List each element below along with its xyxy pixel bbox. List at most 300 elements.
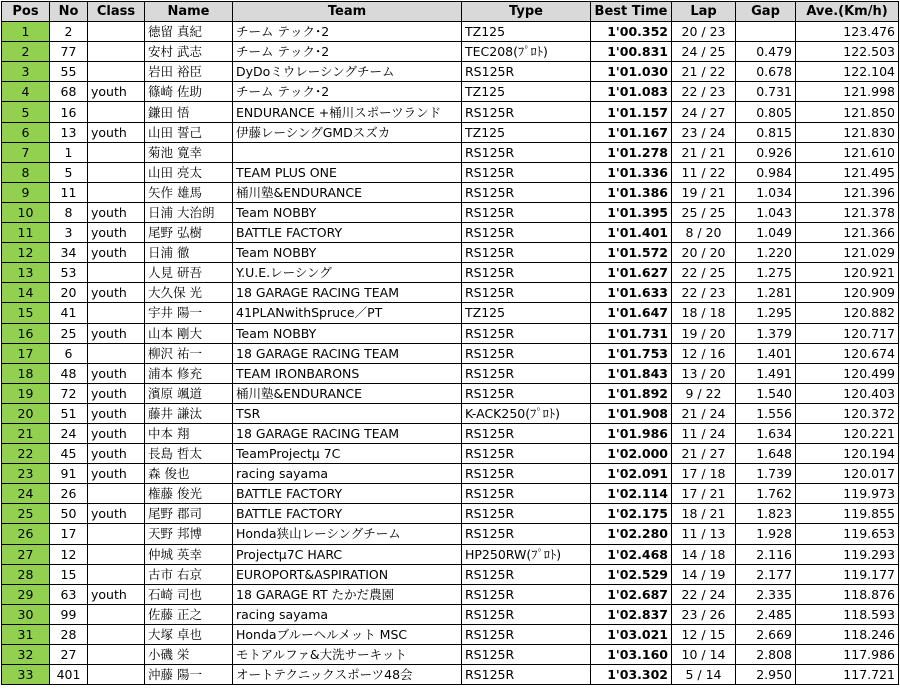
table-row [2, 403, 899, 423]
gap-cell: 1.379 [736, 323, 796, 343]
average-speed-cell: 121.029 [796, 243, 899, 263]
best-time-cell: 1'02.175 [591, 504, 672, 524]
machine-type-cell: RS125R [462, 182, 591, 202]
lap-cell: 23 / 26 [672, 604, 736, 624]
machine-type-cell: RS125R [462, 202, 591, 222]
team-cell: 18 GARAGE RACING TEAM [233, 283, 462, 303]
number-cell: 72 [50, 383, 88, 403]
machine-type-cell: RS125R [462, 142, 591, 162]
average-speed-cell: 120.909 [796, 283, 899, 303]
best-time-cell: 1'02.468 [591, 544, 672, 564]
header-average: Ave.(Km/h) [796, 2, 899, 22]
average-speed-cell: 119.177 [796, 564, 899, 584]
machine-type-cell: TZ125 [462, 122, 591, 142]
average-speed-cell: 121.998 [796, 82, 899, 102]
gap-cell: 2.177 [736, 564, 796, 584]
pos-cell: 22 [2, 444, 50, 464]
number-cell: 26 [50, 484, 88, 504]
table-row [2, 363, 899, 383]
pos-cell: 11 [2, 223, 50, 243]
rider-name-cell: 柳沢 祐一 [145, 343, 233, 363]
class-cell [88, 343, 145, 363]
average-speed-cell: 120.717 [796, 323, 899, 343]
number-cell: 91 [50, 464, 88, 484]
machine-type-cell: TEC208(ﾌﾟﾛﾄ) [462, 42, 591, 62]
best-time-cell: 1'01.157 [591, 102, 672, 122]
rider-name-cell: 浦本 修充 [145, 363, 233, 383]
rider-name-cell: 日浦 大治朗 [145, 202, 233, 222]
team-cell: モトアルファ&大洗サーキット [233, 645, 462, 665]
class-cell: youth [88, 363, 145, 383]
machine-type-cell: RS125R [462, 102, 591, 122]
class-cell: youth [88, 202, 145, 222]
average-speed-cell: 117.986 [796, 645, 899, 665]
average-speed-cell: 122.503 [796, 42, 899, 62]
machine-type-cell: RS125R [462, 323, 591, 343]
class-cell: youth [88, 584, 145, 604]
number-cell: 50 [50, 504, 88, 524]
lap-cell: 12 / 15 [672, 624, 736, 644]
class-cell [88, 182, 145, 202]
gap-cell: 0.479 [736, 42, 796, 62]
number-cell: 5 [50, 162, 88, 182]
average-speed-cell: 123.476 [796, 22, 899, 42]
rider-name-cell: 濱原 颯道 [145, 383, 233, 403]
gap-cell: 1.043 [736, 202, 796, 222]
team-cell: Team NOBBY [233, 202, 462, 222]
average-speed-cell: 119.855 [796, 504, 899, 524]
gap-cell: 1.823 [736, 504, 796, 524]
average-speed-cell: 121.495 [796, 162, 899, 182]
machine-type-cell: RS125R [462, 464, 591, 484]
machine-type-cell: RS125R [462, 624, 591, 644]
best-time-cell: 1'01.386 [591, 182, 672, 202]
pos-cell: 3 [2, 62, 50, 82]
class-cell: youth [88, 122, 145, 142]
class-cell [88, 162, 145, 182]
best-time-cell: 1'02.687 [591, 584, 672, 604]
best-time-cell: 1'01.908 [591, 403, 672, 423]
header-row [2, 2, 899, 22]
gap-cell: 1.556 [736, 403, 796, 423]
number-cell: 27 [50, 645, 88, 665]
best-time-cell: 1'01.572 [591, 243, 672, 263]
team-cell: Projectμ7C HARC [233, 544, 462, 564]
number-cell: 11 [50, 182, 88, 202]
class-cell [88, 645, 145, 665]
rider-name-cell: 鎌田 悟 [145, 102, 233, 122]
pos-cell: 33 [2, 665, 50, 685]
pos-cell: 30 [2, 604, 50, 624]
class-cell [88, 624, 145, 644]
rider-name-cell: 人見 研吾 [145, 263, 233, 283]
pos-cell: 23 [2, 464, 50, 484]
pos-cell: 4 [2, 82, 50, 102]
rider-name-cell: 山田 亮太 [145, 162, 233, 182]
team-cell: racing sayama [233, 604, 462, 624]
gap-cell [736, 22, 796, 42]
rider-name-cell: 佐藤 正之 [145, 604, 233, 624]
rider-name-cell: 大久保 光 [145, 283, 233, 303]
class-cell [88, 665, 145, 685]
header-class: Class [88, 2, 145, 22]
number-cell: 17 [50, 524, 88, 544]
average-speed-cell: 120.221 [796, 423, 899, 443]
results-body [2, 22, 899, 685]
lap-cell: 22 / 23 [672, 283, 736, 303]
table-row [2, 524, 899, 544]
rider-name-cell: 尾野 弘樹 [145, 223, 233, 243]
pos-cell: 32 [2, 645, 50, 665]
table-row [2, 202, 899, 222]
machine-type-cell: RS125R [462, 283, 591, 303]
average-speed-cell: 120.372 [796, 403, 899, 423]
lap-cell: 24 / 25 [672, 42, 736, 62]
rider-name-cell: 山本 剛大 [145, 323, 233, 343]
team-cell: オートテクニックスポーツ48会 [233, 665, 462, 685]
team-cell: 41PLANwithSpruce／PT [233, 303, 462, 323]
machine-type-cell: RS125R [462, 423, 591, 443]
lap-cell: 21 / 22 [672, 62, 736, 82]
table-row [2, 182, 899, 202]
team-cell: EUROPORT&ASPIRATION [233, 564, 462, 584]
header-team: Team [233, 2, 462, 22]
table-row [2, 484, 899, 504]
average-speed-cell: 118.876 [796, 584, 899, 604]
gap-cell: 2.950 [736, 665, 796, 685]
average-speed-cell: 120.194 [796, 444, 899, 464]
machine-type-cell: RS125R [462, 243, 591, 263]
best-time-cell: 1'02.114 [591, 484, 672, 504]
machine-type-cell: TZ125 [462, 82, 591, 102]
gap-cell: 1.281 [736, 283, 796, 303]
best-time-cell: 1'01.843 [591, 363, 672, 383]
team-cell: チーム テック･2 [233, 42, 462, 62]
machine-type-cell: RS125R [462, 363, 591, 383]
pos-cell: 13 [2, 263, 50, 283]
lap-cell: 14 / 18 [672, 544, 736, 564]
best-time-cell: 1'02.091 [591, 464, 672, 484]
average-speed-cell: 122.104 [796, 62, 899, 82]
gap-cell: 0.984 [736, 162, 796, 182]
number-cell: 15 [50, 564, 88, 584]
machine-type-cell: RS125R [462, 162, 591, 182]
best-time-cell: 1'01.030 [591, 62, 672, 82]
class-cell [88, 303, 145, 323]
gap-cell: 2.808 [736, 645, 796, 665]
class-cell: youth [88, 464, 145, 484]
rider-name-cell: 中本 翔 [145, 423, 233, 443]
lap-cell: 24 / 27 [672, 102, 736, 122]
machine-type-cell: RS125R [462, 604, 591, 624]
machine-type-cell: RS125R [462, 564, 591, 584]
average-speed-cell: 120.017 [796, 464, 899, 484]
number-cell: 68 [50, 82, 88, 102]
gap-cell: 1.401 [736, 343, 796, 363]
pos-cell: 26 [2, 524, 50, 544]
lap-cell: 17 / 21 [672, 484, 736, 504]
team-cell: DyDoミウレーシングチーム [233, 62, 462, 82]
number-cell: 1 [50, 142, 88, 162]
team-cell: TSR [233, 403, 462, 423]
pos-cell: 29 [2, 584, 50, 604]
class-cell [88, 22, 145, 42]
team-cell: ENDURANCE +桶川スポーツランド [233, 102, 462, 122]
rider-name-cell: 篠崎 佐助 [145, 82, 233, 102]
table-row [2, 464, 899, 484]
best-time-cell: 1'01.395 [591, 202, 672, 222]
table-row [2, 444, 899, 464]
average-speed-cell: 119.653 [796, 524, 899, 544]
pos-cell: 19 [2, 383, 50, 403]
gap-cell: 1.295 [736, 303, 796, 323]
class-cell: youth [88, 283, 145, 303]
table-row [2, 323, 899, 343]
header-pos: Pos [2, 2, 50, 22]
rider-name-cell: 石崎 司也 [145, 584, 233, 604]
gap-cell: 1.049 [736, 223, 796, 243]
rider-name-cell: 藤井 謙汰 [145, 403, 233, 423]
best-time-cell: 1'01.753 [591, 343, 672, 363]
machine-type-cell: RS125R [462, 62, 591, 82]
team-cell: TEAM IRONBARONS [233, 363, 462, 383]
best-time-cell: 1'02.529 [591, 564, 672, 584]
best-time-cell: 1'03.302 [591, 665, 672, 685]
gap-cell: 2.485 [736, 604, 796, 624]
table-row [2, 645, 899, 665]
gap-cell: 1.762 [736, 484, 796, 504]
machine-type-cell: RS125R [462, 223, 591, 243]
average-speed-cell: 119.973 [796, 484, 899, 504]
table-row [2, 564, 899, 584]
machine-type-cell: RS125R [462, 524, 591, 544]
average-speed-cell: 121.366 [796, 223, 899, 243]
machine-type-cell: RS125R [462, 343, 591, 363]
team-cell: TeamProjectμ 7C [233, 444, 462, 464]
number-cell: 25 [50, 323, 88, 343]
number-cell: 12 [50, 544, 88, 564]
team-cell: BATTLE FACTORY [233, 504, 462, 524]
pos-cell: 20 [2, 403, 50, 423]
lap-cell: 18 / 18 [672, 303, 736, 323]
lap-cell: 11 / 13 [672, 524, 736, 544]
gap-cell: 1.275 [736, 263, 796, 283]
rider-name-cell: 矢作 雄馬 [145, 182, 233, 202]
table-row [2, 122, 899, 142]
lap-cell: 21 / 21 [672, 142, 736, 162]
team-cell: チーム テック･2 [233, 22, 462, 42]
team-cell: Team NOBBY [233, 323, 462, 343]
rider-name-cell: 徳留 真紀 [145, 22, 233, 42]
class-cell: youth [88, 444, 145, 464]
header-best-time: Best Time [591, 2, 672, 22]
team-cell: 18 GARAGE RACING TEAM [233, 423, 462, 443]
table-row [2, 423, 899, 443]
average-speed-cell: 121.830 [796, 122, 899, 142]
average-speed-cell: 118.593 [796, 604, 899, 624]
class-cell [88, 142, 145, 162]
best-time-cell: 1'02.837 [591, 604, 672, 624]
header-gap: Gap [736, 2, 796, 22]
rider-name-cell: 宇井 陽一 [145, 303, 233, 323]
best-time-cell: 1'00.831 [591, 42, 672, 62]
pos-cell: 28 [2, 564, 50, 584]
number-cell: 48 [50, 363, 88, 383]
average-speed-cell: 120.403 [796, 383, 899, 403]
gap-cell: 1.220 [736, 243, 796, 263]
team-cell: 桶川塾&ENDURANCE [233, 383, 462, 403]
class-cell [88, 564, 145, 584]
pos-cell: 6 [2, 122, 50, 142]
lap-cell: 10 / 14 [672, 645, 736, 665]
team-cell: Y.U.E.レーシング [233, 263, 462, 283]
lap-cell: 11 / 22 [672, 162, 736, 182]
rider-name-cell: 小磯 栄 [145, 645, 233, 665]
gap-cell: 0.678 [736, 62, 796, 82]
table-row [2, 504, 899, 524]
lap-cell: 12 / 16 [672, 343, 736, 363]
table-row [2, 223, 899, 243]
best-time-cell: 1'01.731 [591, 323, 672, 343]
lap-cell: 22 / 25 [672, 263, 736, 283]
number-cell: 401 [50, 665, 88, 685]
average-speed-cell: 120.921 [796, 263, 899, 283]
pos-cell: 24 [2, 484, 50, 504]
rider-name-cell: 岩田 裕臣 [145, 62, 233, 82]
average-speed-cell: 120.499 [796, 363, 899, 383]
number-cell: 6 [50, 343, 88, 363]
class-cell: youth [88, 82, 145, 102]
best-time-cell: 1'01.627 [591, 263, 672, 283]
gap-cell: 1.634 [736, 423, 796, 443]
machine-type-cell: HP250RW(ﾌﾟﾛﾄ) [462, 544, 591, 564]
pos-cell: 1 [2, 22, 50, 42]
table-row [2, 604, 899, 624]
table-row [2, 584, 899, 604]
lap-cell: 19 / 20 [672, 323, 736, 343]
best-time-cell: 1'01.401 [591, 223, 672, 243]
team-cell: Hondaブルーヘルメット MSC [233, 624, 462, 644]
machine-type-cell: TZ125 [462, 303, 591, 323]
class-cell: youth [88, 223, 145, 243]
lap-cell: 21 / 27 [672, 444, 736, 464]
gap-cell: 2.335 [736, 584, 796, 604]
table-row [2, 142, 899, 162]
pos-cell: 25 [2, 504, 50, 524]
number-cell: 77 [50, 42, 88, 62]
team-cell [233, 142, 462, 162]
class-cell [88, 62, 145, 82]
table-row [2, 102, 899, 122]
best-time-cell: 1'00.352 [591, 22, 672, 42]
pos-cell: 17 [2, 343, 50, 363]
team-cell: 18 GARAGE RACING TEAM [233, 343, 462, 363]
best-time-cell: 1'01.336 [591, 162, 672, 182]
class-cell: youth [88, 403, 145, 423]
machine-type-cell: RS125R [462, 444, 591, 464]
team-cell: BATTLE FACTORY [233, 223, 462, 243]
lap-cell: 22 / 23 [672, 82, 736, 102]
number-cell: 63 [50, 584, 88, 604]
machine-type-cell: RS125R [462, 665, 591, 685]
table-row [2, 343, 899, 363]
class-cell: youth [88, 504, 145, 524]
class-cell: youth [88, 383, 145, 403]
lap-cell: 13 / 20 [672, 363, 736, 383]
lap-cell: 23 / 24 [672, 122, 736, 142]
class-cell [88, 524, 145, 544]
number-cell: 55 [50, 62, 88, 82]
number-cell: 34 [50, 243, 88, 263]
machine-type-cell: TZ125 [462, 22, 591, 42]
lap-cell: 11 / 24 [672, 423, 736, 443]
pos-cell: 27 [2, 544, 50, 564]
lap-cell: 20 / 20 [672, 243, 736, 263]
table-row [2, 303, 899, 323]
class-cell [88, 604, 145, 624]
average-speed-cell: 117.721 [796, 665, 899, 685]
best-time-cell: 1'01.278 [591, 142, 672, 162]
rider-name-cell: 天野 邦博 [145, 524, 233, 544]
lap-cell: 9 / 22 [672, 383, 736, 403]
lap-cell: 5 / 14 [672, 665, 736, 685]
rider-name-cell: 菊池 寛幸 [145, 142, 233, 162]
gap-cell: 0.805 [736, 102, 796, 122]
pos-cell: 2 [2, 42, 50, 62]
class-cell [88, 42, 145, 62]
best-time-cell: 1'01.892 [591, 383, 672, 403]
class-cell: youth [88, 243, 145, 263]
table-row [2, 162, 899, 182]
pos-cell: 9 [2, 182, 50, 202]
best-time-cell: 1'01.167 [591, 122, 672, 142]
gap-cell: 0.731 [736, 82, 796, 102]
pos-cell: 12 [2, 243, 50, 263]
team-cell: 桶川塾&ENDURANCE [233, 182, 462, 202]
average-speed-cell: 121.850 [796, 102, 899, 122]
number-cell: 45 [50, 444, 88, 464]
class-cell: youth [88, 423, 145, 443]
gap-cell: 0.926 [736, 142, 796, 162]
average-speed-cell: 120.882 [796, 303, 899, 323]
team-cell: Honda狭山レーシングチーム [233, 524, 462, 544]
gap-cell: 2.669 [736, 624, 796, 644]
number-cell: 13 [50, 122, 88, 142]
gap-cell: 1.034 [736, 182, 796, 202]
rider-name-cell: 尾野 郡司 [145, 504, 233, 524]
best-time-cell: 1'02.000 [591, 444, 672, 464]
average-speed-cell: 121.610 [796, 142, 899, 162]
lap-cell: 19 / 21 [672, 182, 736, 202]
number-cell: 2 [50, 22, 88, 42]
team-cell: racing sayama [233, 464, 462, 484]
average-speed-cell: 121.378 [796, 202, 899, 222]
pos-cell: 7 [2, 142, 50, 162]
header-lap: Lap [672, 2, 736, 22]
table-row [2, 624, 899, 644]
header-no: No [50, 2, 88, 22]
best-time-cell: 1'01.647 [591, 303, 672, 323]
pos-cell: 18 [2, 363, 50, 383]
pos-cell: 14 [2, 283, 50, 303]
machine-type-cell: RS125R [462, 383, 591, 403]
lap-cell: 14 / 19 [672, 564, 736, 584]
average-speed-cell: 121.396 [796, 182, 899, 202]
best-time-cell: 1'01.633 [591, 283, 672, 303]
team-cell: チーム テック･2 [233, 82, 462, 102]
team-cell: 伊藤レーシングGMDスズカ [233, 122, 462, 142]
table-row [2, 22, 899, 42]
